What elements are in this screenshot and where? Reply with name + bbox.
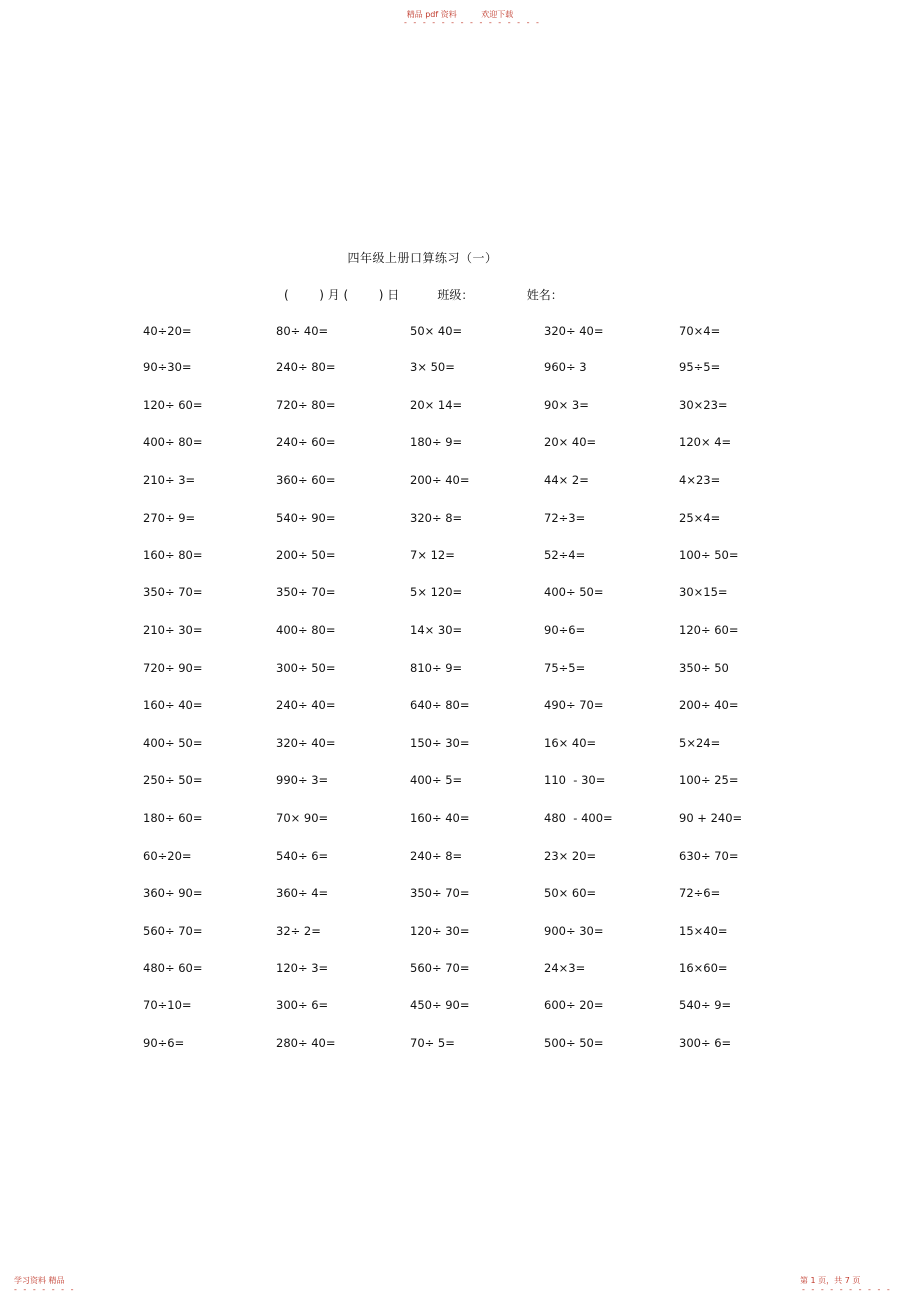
problem-item: 23× 20=: [544, 849, 597, 863]
problem-item: 90÷6=: [544, 623, 586, 637]
problem-item: 480÷ 60=: [143, 961, 203, 975]
footer-left-dots: - - - - - - -: [14, 1285, 76, 1294]
problem-item: 720÷ 80=: [276, 398, 336, 412]
problem-item: 960÷ 3: [544, 360, 587, 374]
problem-item: 80÷ 40=: [276, 324, 329, 338]
problem-item: 5×24=: [679, 736, 721, 750]
problem-item: 70× 90=: [276, 811, 329, 825]
problem-item: 50× 60=: [544, 886, 597, 900]
problem-item: 5× 120=: [410, 585, 463, 599]
problem-item: 400÷ 80=: [143, 435, 203, 449]
problem-item: 180÷ 60=: [143, 811, 203, 825]
problem-item: 16× 40=: [544, 736, 597, 750]
problem-item: 90 + 240=: [679, 811, 743, 825]
problem-item: 360÷ 4=: [276, 886, 329, 900]
problem-item: 320÷ 40=: [544, 324, 604, 338]
problem-item: 200÷ 50=: [276, 548, 336, 562]
problem-item: 120÷ 60=: [143, 398, 203, 412]
problem-item: 560÷ 70=: [410, 961, 470, 975]
problem-item: 300÷ 50=: [276, 661, 336, 675]
problem-item: 810÷ 9=: [410, 661, 463, 675]
date-class-name-line: ( ) 月 ( ) 日 班级： 姓名：: [284, 288, 563, 302]
problem-item: 490÷ 70=: [544, 698, 604, 712]
problem-item: 640÷ 80=: [410, 698, 470, 712]
problem-item: 320÷ 40=: [276, 736, 336, 750]
problem-item: 4×23=: [679, 473, 721, 487]
problem-item: 75÷5=: [544, 661, 586, 675]
problem-item: 240÷ 80=: [276, 360, 336, 374]
problem-item: 60÷20=: [143, 849, 192, 863]
problem-item: 20× 40=: [544, 435, 597, 449]
footer-right-dots: - - - - - - - - - -: [802, 1285, 892, 1294]
problem-item: 400÷ 5=: [410, 773, 463, 787]
problem-item: 160÷ 40=: [410, 811, 470, 825]
problem-item: 720÷ 90=: [143, 661, 203, 675]
problem-item: 450÷ 90=: [410, 998, 470, 1012]
problem-item: 540÷ 6=: [276, 849, 329, 863]
header-left-text: 精品 pdf 资料: [406, 10, 457, 19]
header-dots: - - - - - - - - - - - - - - -: [404, 18, 541, 27]
problem-item: 210÷ 30=: [143, 623, 203, 637]
problem-item: 90÷30=: [143, 360, 192, 374]
problem-item: 70÷ 5=: [410, 1036, 455, 1050]
problem-item: 20× 14=: [410, 398, 463, 412]
header-right-text: 欢迎下载: [481, 10, 514, 19]
problem-item: 120÷ 30=: [410, 924, 470, 938]
problem-item: 16×60=: [679, 961, 728, 975]
problem-item: 72÷6=: [679, 886, 721, 900]
problem-item: 52÷4=: [544, 548, 586, 562]
problem-item: 14× 30=: [410, 623, 463, 637]
problem-item: 400÷ 80=: [276, 623, 336, 637]
problem-item: 250÷ 50=: [143, 773, 203, 787]
problem-item: 200÷ 40=: [679, 698, 739, 712]
footer-left-text: 学习资料 精品: [14, 1276, 65, 1285]
problem-item: 300÷ 6=: [276, 998, 329, 1012]
problem-item: 350÷ 70=: [276, 585, 336, 599]
problem-item: 280÷ 40=: [276, 1036, 336, 1050]
problem-item: 480 - 400=: [544, 811, 613, 825]
problem-item: 350÷ 70=: [143, 585, 203, 599]
problem-item: 350÷ 50: [679, 661, 729, 675]
problem-item: 3× 50=: [410, 360, 455, 374]
problem-item: 7× 12=: [410, 548, 455, 562]
problem-item: 210÷ 3=: [143, 473, 196, 487]
problem-item: 90× 3=: [544, 398, 589, 412]
problem-item: 200÷ 40=: [410, 473, 470, 487]
problem-item: 540÷ 9=: [679, 998, 732, 1012]
problem-item: 70÷10=: [143, 998, 192, 1012]
problem-item: 24×3=: [544, 961, 586, 975]
problem-item: 100÷ 25=: [679, 773, 739, 787]
problem-item: 120× 4=: [679, 435, 732, 449]
problem-item: 400÷ 50=: [544, 585, 604, 599]
problem-item: 160÷ 40=: [143, 698, 203, 712]
problem-item: 240÷ 60=: [276, 435, 336, 449]
problem-item: 630÷ 70=: [679, 849, 739, 863]
problem-item: 110 - 30=: [544, 773, 606, 787]
problem-item: 30×15=: [679, 585, 728, 599]
problem-item: 25×4=: [679, 511, 721, 525]
problem-item: 360÷ 90=: [143, 886, 203, 900]
problem-item: 540÷ 90=: [276, 511, 336, 525]
problem-item: 70×4=: [679, 324, 721, 338]
problem-item: 600÷ 20=: [544, 998, 604, 1012]
page-title: 四年级上册口算练习（一）: [347, 251, 498, 265]
problem-item: 360÷ 60=: [276, 473, 336, 487]
problem-item: 120÷ 60=: [679, 623, 739, 637]
problem-item: 50× 40=: [410, 324, 463, 338]
problem-item: 30×23=: [679, 398, 728, 412]
footer-page-number: 第 1 页，共 7 页: [800, 1276, 861, 1285]
problem-item: 320÷ 8=: [410, 511, 463, 525]
problem-item: 900÷ 30=: [544, 924, 604, 938]
problem-item: 350÷ 70=: [410, 886, 470, 900]
problem-item: 300÷ 6=: [679, 1036, 732, 1050]
problem-item: 990÷ 3=: [276, 773, 329, 787]
problem-item: 120÷ 3=: [276, 961, 329, 975]
problem-item: 32÷ 2=: [276, 924, 321, 938]
problem-item: 72÷3=: [544, 511, 586, 525]
problem-item: 560÷ 70=: [143, 924, 203, 938]
problem-item: 95÷5=: [679, 360, 721, 374]
problem-item: 400÷ 50=: [143, 736, 203, 750]
problem-item: 90÷6=: [143, 1036, 185, 1050]
problem-item: 240÷ 8=: [410, 849, 463, 863]
problem-item: 500÷ 50=: [544, 1036, 604, 1050]
problem-item: 150÷ 30=: [410, 736, 470, 750]
problem-item: 100÷ 50=: [679, 548, 739, 562]
problem-item: 270÷ 9=: [143, 511, 196, 525]
problem-item: 240÷ 40=: [276, 698, 336, 712]
problem-item: 160÷ 80=: [143, 548, 203, 562]
problem-item: 44× 2=: [544, 473, 589, 487]
problem-item: 15×40=: [679, 924, 728, 938]
problem-item: 40÷20=: [143, 324, 192, 338]
problem-item: 180÷ 9=: [410, 435, 463, 449]
